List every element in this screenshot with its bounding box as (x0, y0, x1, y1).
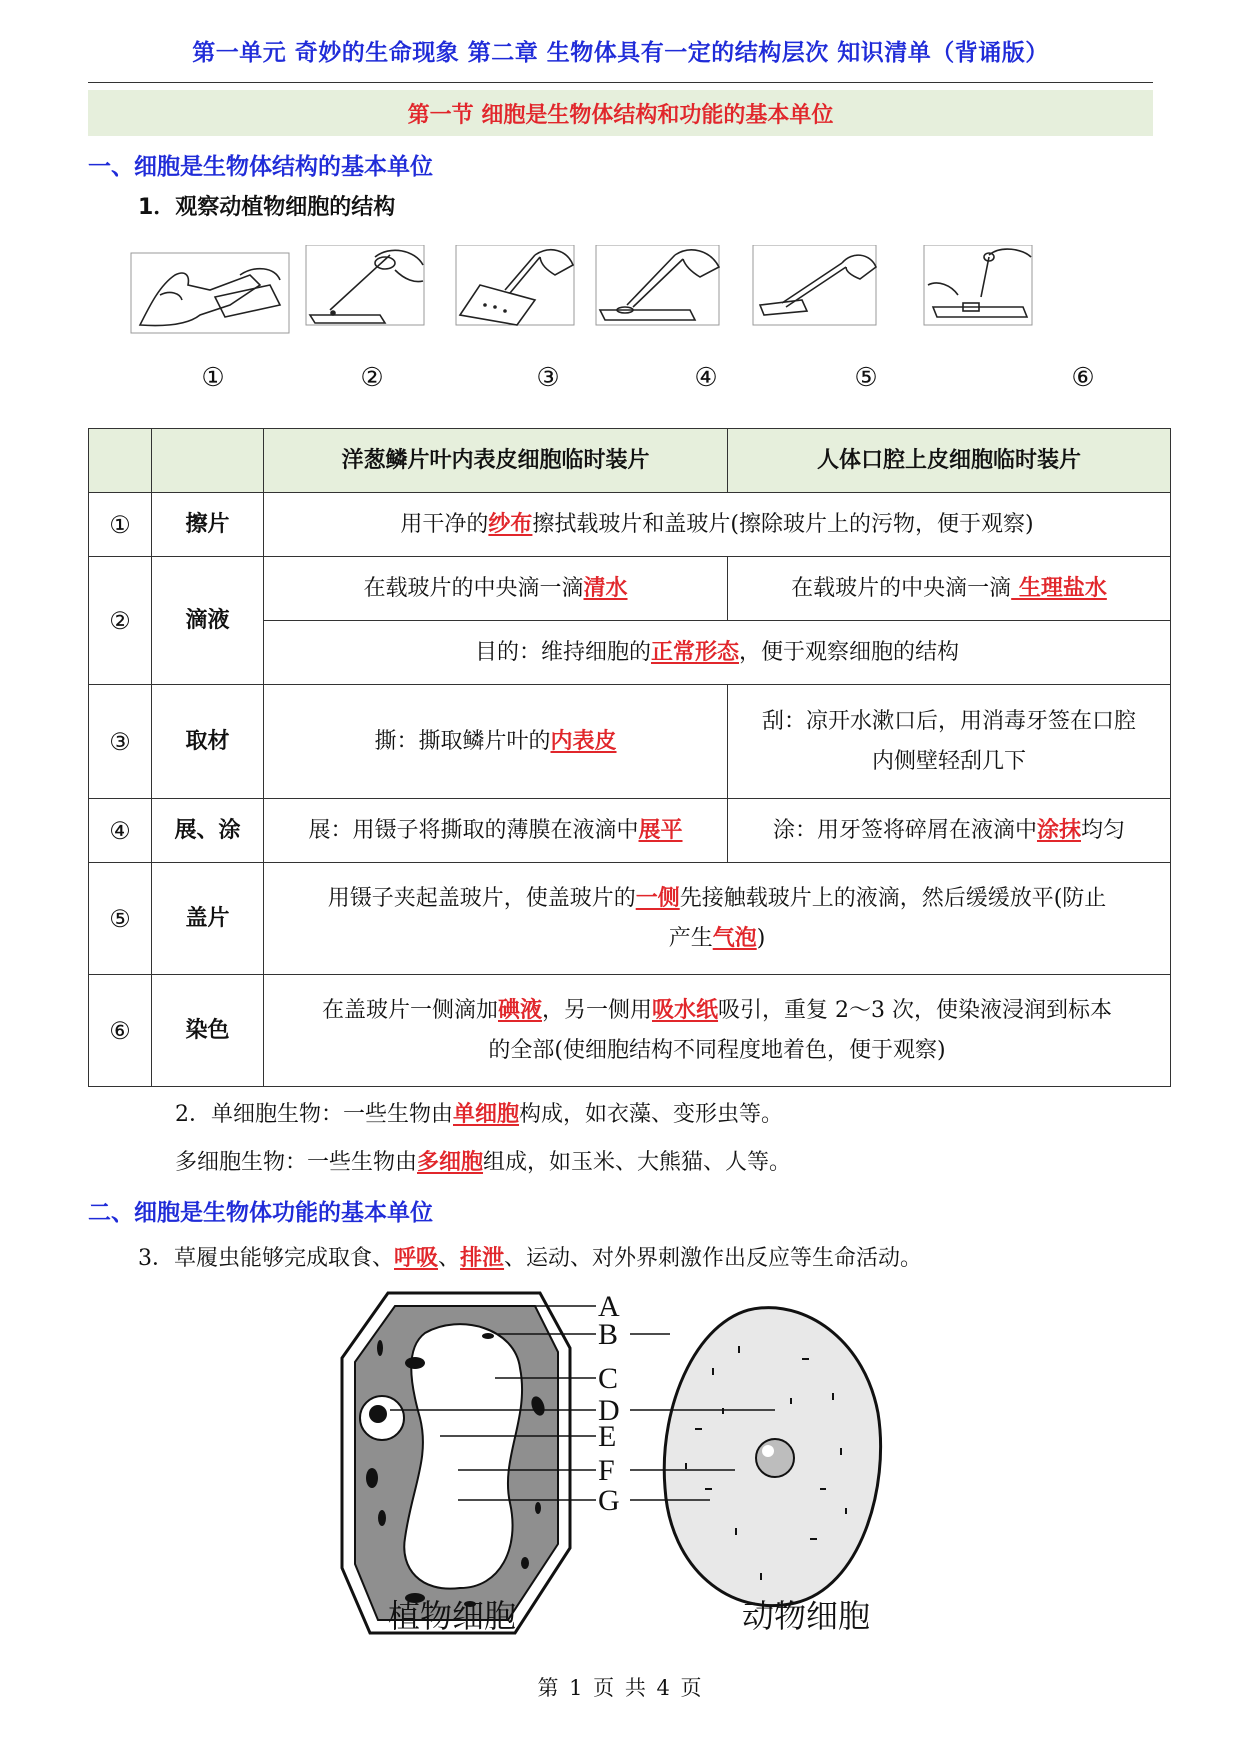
text: 产生 (668, 925, 713, 951)
text: 擦拭载玻片和盖玻片(擦除玻片上的污物，便于观察) (532, 511, 1034, 537)
step-number-4: ④ (694, 363, 718, 393)
page-header-title: 第一单元 奇妙的生命现象 第二章 生物体具有一定的结构层次 知识清单（背诵版） (192, 40, 1049, 66)
chloroplast (377, 1340, 383, 1356)
keyword: 生理盐水 (1011, 575, 1107, 601)
human-description (728, 557, 1171, 621)
row-number: ⑥ (89, 975, 152, 1087)
text: 刮：凉开水漱口后，用消毒牙签在口腔 (761, 708, 1136, 734)
text: 内侧壁轻刮几下 (871, 748, 1026, 774)
chloroplast (482, 1333, 494, 1339)
step-name: 染色 (152, 975, 264, 1087)
keyword: 碘液 (497, 997, 542, 1023)
human-description (728, 685, 1171, 799)
keyword: 正常形态 (650, 639, 739, 665)
header-divider (88, 82, 1153, 83)
text: 在载玻片的中央滴一滴 (791, 575, 1012, 601)
text: 用干净的 (400, 511, 489, 537)
label-g: G (598, 1484, 620, 1517)
label-c: C (598, 1362, 619, 1395)
text: 组成，如玉米、大熊猫、人等。 (483, 1150, 792, 1175)
text: ，便于观察细胞的结构 (739, 639, 960, 665)
heading-part-1: 一、细胞是生物体结构的基本单位 (88, 154, 433, 180)
keyword: 一侧 (635, 885, 680, 911)
keyword: 涂抹 (1036, 817, 1081, 843)
drip-liquid-illustration (305, 245, 425, 345)
keyword: 气泡 (712, 925, 757, 951)
onion-description (264, 557, 728, 621)
text: 均匀 (1081, 817, 1126, 843)
text: 用镊子夹起盖玻片，使盖玻片的 (327, 885, 636, 911)
table-header-row (89, 429, 1171, 493)
text: 、 (438, 1246, 461, 1271)
keyword: 吸水纸 (652, 997, 719, 1023)
text: 的全部(使细胞结构不同程度地着色，便于观察) (488, 1037, 946, 1063)
take-material-illustration (455, 245, 575, 345)
text: 展：用镊子将撕取的薄膜在液滴中 (308, 817, 639, 843)
header-onion: 洋葱鳞片叶内表皮细胞临时装片 (264, 429, 728, 493)
keyword: 单细胞 (453, 1102, 520, 1127)
item-1-title: 1．观察动植物细胞的结构 (138, 195, 396, 220)
animal-nucleus (756, 1439, 794, 1477)
text: 、运动、对外界刺激作出反应等生命活动。 (504, 1246, 923, 1271)
table-row (89, 863, 1171, 975)
cover-slip-illustration (752, 245, 877, 345)
text: 3．草履虫能够完成取食、 (138, 1246, 394, 1271)
animal-cell-caption: 动物细胞 (742, 1597, 871, 1635)
text: 2．单细胞生物：一些生物由 (175, 1102, 453, 1127)
keyword: 展平 (638, 817, 683, 843)
chloroplast (521, 1557, 529, 1569)
step-description (264, 863, 1171, 975)
header-human: 人体口腔上皮细胞临时装片 (728, 429, 1171, 493)
cell-diagram (340, 1288, 920, 1638)
purpose-description (264, 621, 1171, 685)
text: 撕：撕取鳞片叶的 (374, 728, 551, 754)
row-number: ② (89, 557, 152, 685)
text: 在盖玻片一侧滴加 (321, 997, 498, 1023)
plant-cell-caption: 植物细胞 (388, 1597, 517, 1635)
label-d: D (598, 1394, 620, 1427)
row-number: ④ (89, 799, 152, 863)
step-number-5: ⑤ (854, 363, 878, 393)
label-a: A (598, 1290, 620, 1323)
text: 目的：维持细胞的 (474, 639, 651, 665)
header-blank-num (89, 429, 152, 493)
text: 多细胞生物：一些生物由 (175, 1150, 418, 1175)
text: 在载玻片的中央滴一滴 (363, 575, 584, 601)
spread-smear-illustration (595, 245, 720, 345)
label-f: F (598, 1454, 615, 1487)
table-row (89, 557, 1171, 621)
keyword: 多细胞 (417, 1150, 484, 1175)
label-b: B (598, 1318, 619, 1351)
step-illustrations (120, 245, 1150, 355)
human-description (728, 799, 1171, 863)
header-blank-step (152, 429, 264, 493)
step-number-2: ② (360, 363, 384, 393)
text: ，另一侧用 (542, 997, 653, 1023)
plant-animal-cell-figure (340, 1288, 920, 1638)
stain-illustration (923, 245, 1033, 345)
chloroplast (378, 1510, 386, 1526)
keyword: 呼吸 (394, 1246, 439, 1271)
chloroplast (535, 1502, 541, 1514)
unicellular-line (175, 1100, 783, 1130)
step-name: 擦片 (152, 493, 264, 557)
row-number: ⑤ (89, 863, 152, 975)
page-footer: 第 1 页 共 4 页 (537, 1676, 704, 1700)
label-e: E (598, 1420, 617, 1453)
keyword: 清水 (583, 575, 628, 601)
step-name: 展、涂 (152, 799, 264, 863)
keyword: 排泄 (460, 1246, 505, 1271)
chloroplast (366, 1468, 378, 1488)
table-row (89, 493, 1171, 557)
text: 构成，如衣藻、变形虫等。 (519, 1102, 784, 1127)
step-description (264, 975, 1171, 1087)
text: 吸引，重复 2～3 次，使染液浸润到标本 (718, 997, 1113, 1023)
section-title: 第一节 细胞是生物体结构和功能的基本单位 (88, 90, 1153, 136)
row-number: ① (89, 493, 152, 557)
text: ) (756, 925, 766, 951)
step-description (264, 493, 1171, 557)
paramecium-line (138, 1244, 922, 1274)
row-number: ③ (89, 685, 152, 799)
step-name: 取材 (152, 685, 264, 799)
text: 先接触载玻片上的液滴，然后缓缓放平(防止 (679, 885, 1107, 911)
slide-procedure-table (88, 428, 1171, 1087)
keyword: 纱布 (488, 511, 533, 537)
keyword: 内表皮 (550, 728, 617, 754)
text: 涂：用牙签将碎屑在液滴中 (772, 817, 1037, 843)
table-row (89, 685, 1171, 799)
step-number-1: ① (201, 363, 225, 393)
multicellular-line (175, 1148, 791, 1178)
step-name: 滴液 (152, 557, 264, 685)
chloroplast (405, 1357, 425, 1369)
step-name: 盖片 (152, 863, 264, 975)
step-number-6: ⑥ (1071, 363, 1095, 393)
table-row (89, 799, 1171, 863)
onion-description (264, 685, 728, 799)
table-row (89, 975, 1171, 1087)
step-number-3: ③ (536, 363, 560, 393)
wipe-slide-illustration (130, 245, 290, 345)
heading-part-2: 二、细胞是生物体功能的基本单位 (88, 1200, 433, 1226)
onion-description (264, 799, 728, 863)
